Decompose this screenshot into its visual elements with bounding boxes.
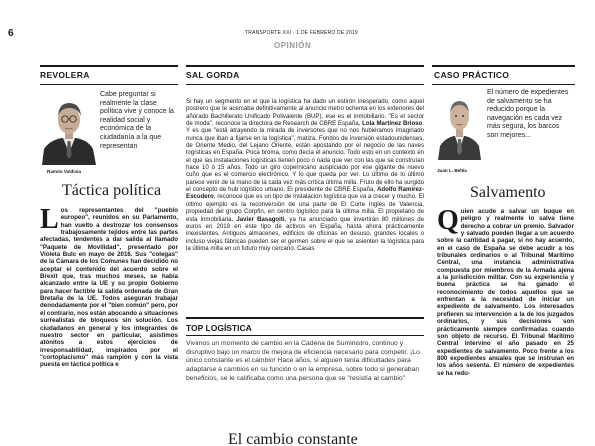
article-text: os representantes del "pueblo europeo", reunidos en su Parlamento, han vuelto a destrozar los consensos trabajosamente tejidos entre las partes afectadas, tendentes a dar salida al llamado "Paquete de Movilidad", presentado por Violeta Bulc en mayo de 2016. Sus "colegas" de la Cámara de los Comunes han decidido no aceptar el contenido del acuerdo sobre el Brexit que, tras muchos meses, se había alcanzado entre la UE y su propio Gobierno para hacer factible la salida ordenada de Gran Bretaña de la UE. Todos aseguran trabajar denodadamente por el "bien común" pero, por el contrario, nos están abocando a situaciones surrealistas de bloqueos sin solución. Los ciudadanos en general y los integrantes de nuestro sector en particular, asistimos atónitos a estos ejercicios de irresponsabilidad, inspirados por el "cortoplacismo" más rampión y con la vista puesta en táctica política e (40, 207, 178, 369)
article-text: , ya ha anunciado que invertirán 80 millones de euros en 2019 en este tipo de activos en España, hasta ahora prácticamente inexistentes. Antiguos almacenes, edificios de oficinas en desuso, grandes locales o incluso viejas fábricas pueden ser el germen sobre el que se asienten la logística para la última milla en un futuro muy cercano. Casas (186, 215, 425, 252)
drop-cap: Q (437, 205, 459, 236)
person-name: Adolfo Ramírez-Escudero (186, 186, 424, 201)
column-top-rule (432, 65, 575, 67)
article-body (186, 98, 424, 252)
article-text: uien acude a salvar un buque en peligro y realmente lo salva tiene derecho a cobrar un premio. Salvador y salvado pueden llegar a un acuerdo sobre la cantidad a pagar, si no hay acuerdo, en el caso de España se debe acudir a los tribunales ordinarios o al Tribunal Marítimo Central, una instancia administrativa compuesta por miembros de la Armada ajena a la jurisdicción militar. Con su experiencia y buena práctica se ha ganado el reconocimiento de todos aquellos que se enfrentan a la necesidad de iniciar un expediente de salvamento. Los interesados prefieren su intervención a la de los juzgados ordinarios, y sus decisiones son prácticamente siempre confirmadas cuando son objeto de recurso. El Tribunal Marítimo Central intervino el año pasado en 25 expedientes de salvamento. Poco frente a los 800 expedientes anuales que se instruían en los años sesenta. El número de expedientes se ha redu- (437, 208, 574, 377)
author-caption: Juan L. Beltía (437, 168, 467, 173)
page-header (0, 0, 595, 62)
column-title-rule (186, 84, 424, 85)
article-text: , reconoce que es un tipo de instalación logística que va a crecer y mucho. El último ejemplo es la reconversión de una parte de El Corte Inglés de Valencia, propiedad del grupo Corpfin, en centro logístico para la última milla. El propietario de esta inmobiliaria, (186, 193, 424, 223)
article-headline: El cambio constante (228, 431, 358, 446)
article-text: Si hay un segmento en el que la logística ha dado un estirón inesperado, como aquel postrero que te acercaba definitivamente al anuncio metro ochenta en los exteriores del añorado Bachillerato Unificado Polivalente (BUP), ese es el inmobiliario. "Es el sector de moda", reconoce la directora de Research de CBRE España, (186, 98, 424, 128)
column-top-rule (186, 65, 424, 67)
column-title-caso-practico: CASO PRÁCTICO (434, 70, 510, 80)
column-intro: El número de expedientes de salvamento se ha reducido porque la navegación es cada vez más segura, los barcos son mejores... (487, 89, 569, 139)
page-number: 6 (8, 28, 14, 39)
article-text: . Y es que "está atrayendo la mirada de inversores que no nos hubiéramos imaginado nunca que iban a fijarse en la logística", matiza. Fondos de inversión estadounidenses, de Oriente Medio, del Lejano Oriente, están apostando por el negocio de las naves logísticas en España. Poca broma, como decía el anuncio. Todo esto en un contexto en el que las instalaciones logísticas tienen poco o nada que ver con las que se construían hace 10 ó 15 años. Todo un giro copernicano auspiciado por ese gigante de nuevo cuño que es el comercio electrónico. Y lo que queda por ver. Lo último de lo último parece venir de la mano de la cada vez más crítica última milla. Fruto de ello ha surgido el concepto de hub logístico urbano. El presidente de CBRE España, (186, 120, 424, 194)
column-top-rule (186, 317, 424, 319)
masthead: TRANSPORTE XXI · 1 DE FEBRERO DE 2019 (245, 30, 358, 36)
section-label: OPINIÓN (274, 41, 312, 50)
author-photo (40, 91, 97, 165)
article-headline: Táctica política (62, 182, 162, 199)
column-title-rule (432, 84, 575, 85)
person-name: Lola Martínez Brioso (362, 120, 423, 128)
article-body (437, 205, 574, 377)
column-title-sal-gorda: SAL GORDA (186, 70, 240, 80)
column-intro: Cabe preguntar si realmente la clase política vive y conoce la realidad social y económica de la ciudadanía a la que representan (100, 91, 174, 150)
person-name: Javier Basagoiti (236, 215, 285, 223)
article-body (40, 204, 178, 369)
column-title-top-logistica: TOP LOGÍSTICA (186, 323, 252, 333)
author-photo (437, 92, 482, 160)
column-title-revolera: REVOLERA (40, 70, 90, 80)
column-title-rule (40, 84, 178, 85)
article-body: Vivimos un momento de cambio en la Cadena de Suministro, continuo y disruptivo bajo un marco de mejora de eficiencia necesario para competir. ¡Lo único constante es el cambio! Hace años, si alguien tenía dificultades para adaptarse a cambios en su función o en la empresa, sobre todo si generaban beneficios, se le calificaba como una persona que se "resistía al cambio" (186, 340, 420, 382)
article-headline: Salvamento (470, 184, 546, 201)
drop-cap: L (40, 204, 59, 235)
author-caption: Ramón Valdivia (47, 169, 81, 174)
column-top-rule (40, 65, 178, 67)
column-title-rule (186, 335, 424, 336)
